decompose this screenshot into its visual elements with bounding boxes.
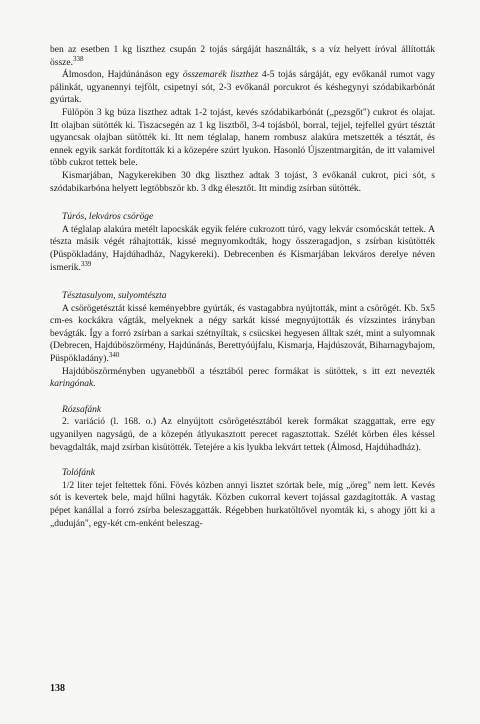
section-heading: Túrós, lekváros csöröge (62, 212, 154, 223)
spacer (50, 195, 435, 211)
paragraph: 2. variáció (l. 168. o.) Az elnyújtott csörögetésztából kerek formákat szaggattak, erre egy ugyanilyen nagyságú, de a közepén átlyukasztott perecet ragasztottak. Szélét körben éles késsel bevagdalták, majd zsírban kisütötték. Tetejére a kis lyukba lekvárt tettek (Álmosd, Hajdúhadház). (50, 417, 435, 453)
paragraph (50, 303, 435, 366)
footnote-ref[interactable]: 340 (108, 350, 120, 359)
paragraph-text: A téglalap alakúra metélt lapocskák egyik felére cukrozott túró, vagy lekvár csomócskát tettek. A tészta másik végét ráhajtották, kissé megnyomkodták, hogy összeragadjon, s zsírban kisütötték (Püspökladány, Hajdúhadház, Nagykereki). Debrecenben és Kismarjában lekváros derelye néven ismerik. (50, 224, 435, 273)
body-text (50, 44, 435, 530)
italic-term: liszthez (230, 70, 259, 81)
paragraph: 1/2 liter tejet feltettek főni. Fövés közben annyi lisztet szórtak bele, míg „öreg" nem lett. Kevés sót is kevertek bele, majd hűlni hagyták. Közben cukorral kevert tojással gazdagították. A vastag pépet kanállal a forró zsírba beleszaggatták. Régebben hurkatöltővel nyomták ki, s ahogy jött ki a „duduján", egy-két cm-enként beleszag- (50, 480, 435, 529)
paragraph (50, 366, 435, 391)
section-heading: Tésztasulyom, sulyomtészta (62, 291, 167, 302)
spacer (50, 454, 435, 467)
paragraph-text: ben az esetben 1 kg liszthez csupán 2 tojás sárgáját használták, s a víz helyett íróval állították össze. (50, 45, 435, 68)
section-heading: Tolófánk (62, 468, 95, 479)
paragraph: Fülöpön 3 kg búza liszthez adtak 1-2 tojást, kevés szódabikarbónát („pezsgőt") cukrot és olajat. Itt olajban sütötték ki. Tiszacsegén az 1 kg lisztből, 3-4 tojásból, borral, tejjel, tejfellel gyúrt tésztát ugyancsak olajban sütötték ki. Itt nem téglalap, hanem rombusz alakúra metszették a tésztát, és ennek egyik sarkát fordították ki a közepére szúrt lyukon. Hasonló Újszentmargitán, de itt valamivel több cukrot tettek bele. (50, 107, 435, 169)
paragraph-text: Hajdúböszörményben ugyanebből a tésztából perec formákat is sütöttek, s itt ezt nevezték (62, 366, 435, 377)
italic-term: karingónak. (50, 379, 96, 390)
spacer (50, 391, 435, 404)
section-heading: Rózsafánk (62, 404, 102, 415)
footnote-ref[interactable]: 339 (80, 259, 92, 268)
paragraph (50, 69, 435, 107)
paragraph: Kismarjában, Nagykerekiben 30 dkg liszthez adtak 3 tojást, 3 evőkanál cukrot, pici sót, s szódabikarbóna helyett legtöbbször kb. 3 dkg élesztőt. Itt mindig zsírban sütötték. (50, 170, 435, 194)
paragraph (50, 44, 435, 69)
page-number: 138 (50, 683, 65, 694)
italic-term: összemarék (182, 70, 227, 81)
paragraph-text: Álmosdon, Hajdúnánáson egy (62, 70, 183, 81)
footnote-ref[interactable]: 338 (72, 54, 84, 63)
paragraph-text: A csörögetésztát kissé keményebbre gyúrták, és vastagabbra nyújtották, mint a csörögét. Kb. 5x5 cm-es kockákra vágták, melyeknek a négy sarkát kissé megnyújtották és vízszintes irányban bevágták. Így a forró zsírban a sarkai szétnyíltak, s csücskei hegyesen álltak szét, mint a sulyomnak (Debrecen, Hajdúböszörmény, Hajdúnánás, Berettyóújfalu, Kismarja, Hajdúszovát, Biharnagybajom, Püspökladány). (50, 303, 435, 365)
spacer (50, 274, 435, 290)
paragraph (50, 224, 435, 274)
paragraph-text: 4-5 tojás sárgáját, egy evőkanál rumot vagy pálinkát, ugyanennyi tejfölt, csipetnyi sót, 2-3 evőkanál porcukrot és késhegynyi szódabikarbónát gyúrtak. (50, 70, 435, 106)
